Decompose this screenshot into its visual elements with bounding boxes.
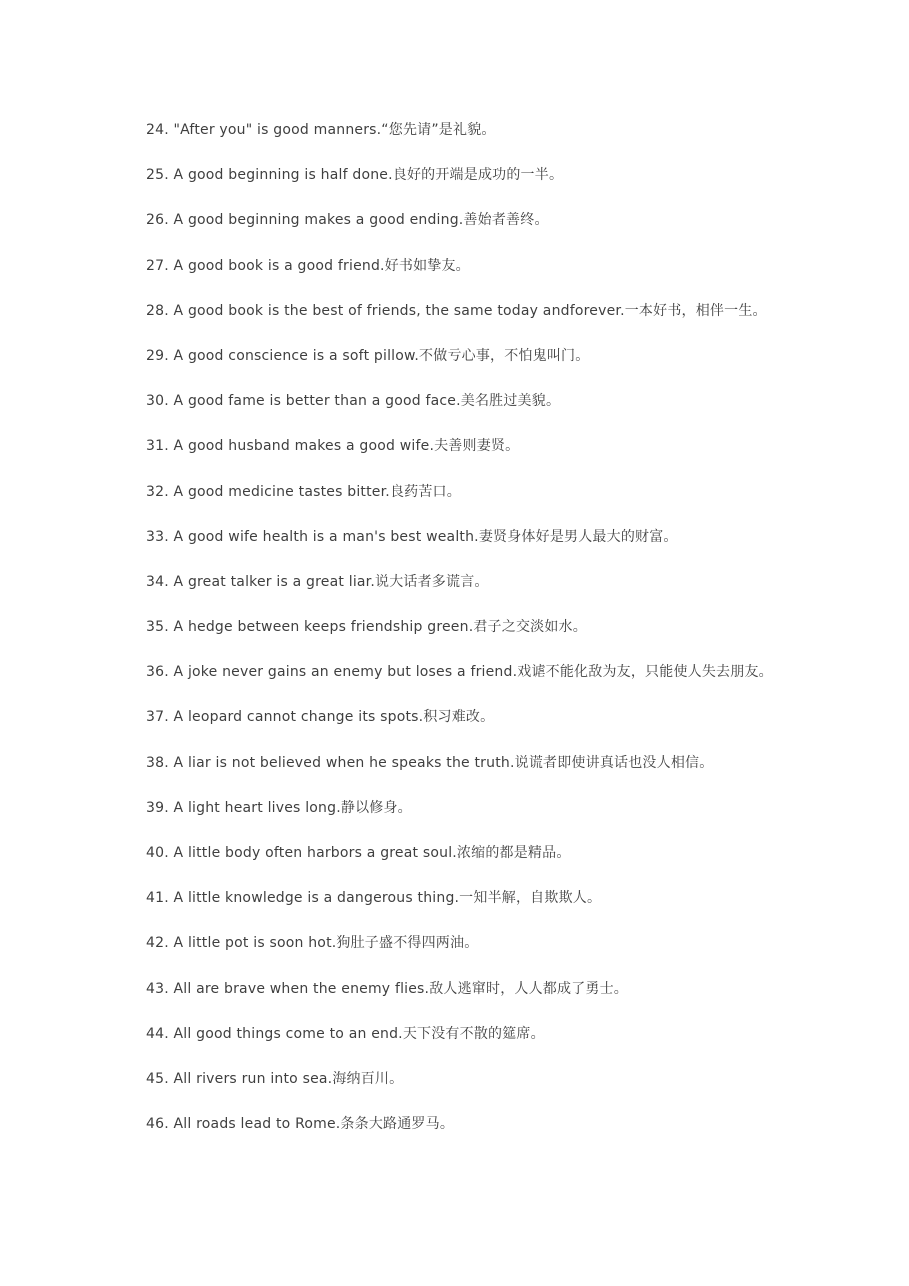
proverb-item (146, 300, 886, 345)
proverb-text: 31. A good husband makes a good wife.夫善则妻贤。 (146, 438, 520, 455)
proverb-text: 34. A great talker is a great liar.说大话者多谎言。 (146, 573, 489, 590)
proverb-text: 38. A liar is not believed when he speaks the truth.说谎者即使讲真话也没人相信。 (146, 754, 714, 771)
proverb-text: 36. A joke never gains an enemy but loses a friend.戏谑不能化敌为友，只能使人失去朋友。 (146, 664, 773, 681)
proverb-text: 42. A little pot is soon hot.狗肚子盛不得四两油。 (146, 935, 479, 952)
proverb-item (146, 1068, 886, 1113)
proverb-item (146, 706, 886, 751)
proverb-text: 40. A little body often harbors a great soul.浓缩的都是精品。 (146, 845, 571, 861)
proverb-text: 41. A little knowledge is a dangerous thing.一知半解，自欺欺人。 (146, 890, 602, 907)
proverb-item (146, 842, 886, 887)
proverb-item (146, 978, 886, 1023)
proverb-text: 46. All roads lead to Rome.条条大路通罗马。 (146, 1116, 455, 1133)
proverb-text: 32. A good medicine tastes bitter.良药苦口。 (146, 483, 461, 500)
proverb-item (146, 345, 886, 390)
proverb-item (146, 1023, 886, 1068)
proverb-item (146, 661, 886, 706)
proverb-text: 45. All rivers run into sea.海纳百川。 (146, 1070, 404, 1087)
proverb-text: 28. A good book is the best of friends, the same today andforever.一本好书，相伴一生。 (146, 302, 767, 319)
proverb-item (146, 1113, 886, 1158)
proverb-text: 24. "After you" is good manners.“您先请”是礼貌。 (146, 122, 496, 138)
proverb-item (146, 435, 886, 480)
proverb-item (146, 571, 886, 616)
proverb-item (146, 752, 886, 797)
proverb-item (146, 481, 886, 526)
proverb-text: 44. All good things come to an end.天下没有不散的筵席。 (146, 1025, 545, 1042)
proverb-text: 37. A leopard cannot change its spots.积习难改。 (146, 709, 495, 726)
proverb-item (146, 209, 886, 254)
proverb-item (146, 887, 886, 932)
proverb-text: 35. A hedge between keeps friendship green.君子之交淡如水。 (146, 619, 587, 636)
proverb-item (146, 616, 886, 661)
proverb-item (146, 526, 886, 571)
proverb-text: 29. A good conscience is a soft pillow.不做亏心事，不怕鬼叫门。 (146, 347, 590, 364)
proverb-item (146, 797, 886, 842)
proverb-item (146, 390, 886, 435)
proverb-text: 26. A good beginning makes a good ending.善始者善终。 (146, 212, 549, 229)
proverb-list (146, 119, 886, 1158)
proverb-text: 39. A light heart lives long.静以修身。 (146, 799, 412, 816)
proverb-text: 43. All are brave when the enemy flies.敌人逃窜时，人人都成了勇士。 (146, 980, 629, 997)
proverb-text: 30. A good fame is better than a good face.美名胜过美貌。 (146, 393, 561, 410)
proverb-item (146, 164, 886, 209)
proverb-text: 25. A good beginning is half done.良好的开端是成功的一半。 (146, 167, 564, 184)
proverb-item (146, 119, 886, 164)
proverb-item (146, 932, 886, 977)
proverb-text: 27. A good book is a good friend.好书如挚友。 (146, 257, 470, 274)
proverb-item (146, 255, 886, 300)
proverb-text: 33. A good wife health is a man's best wealth.妻贤身体好是男人最大的财富。 (146, 528, 678, 545)
